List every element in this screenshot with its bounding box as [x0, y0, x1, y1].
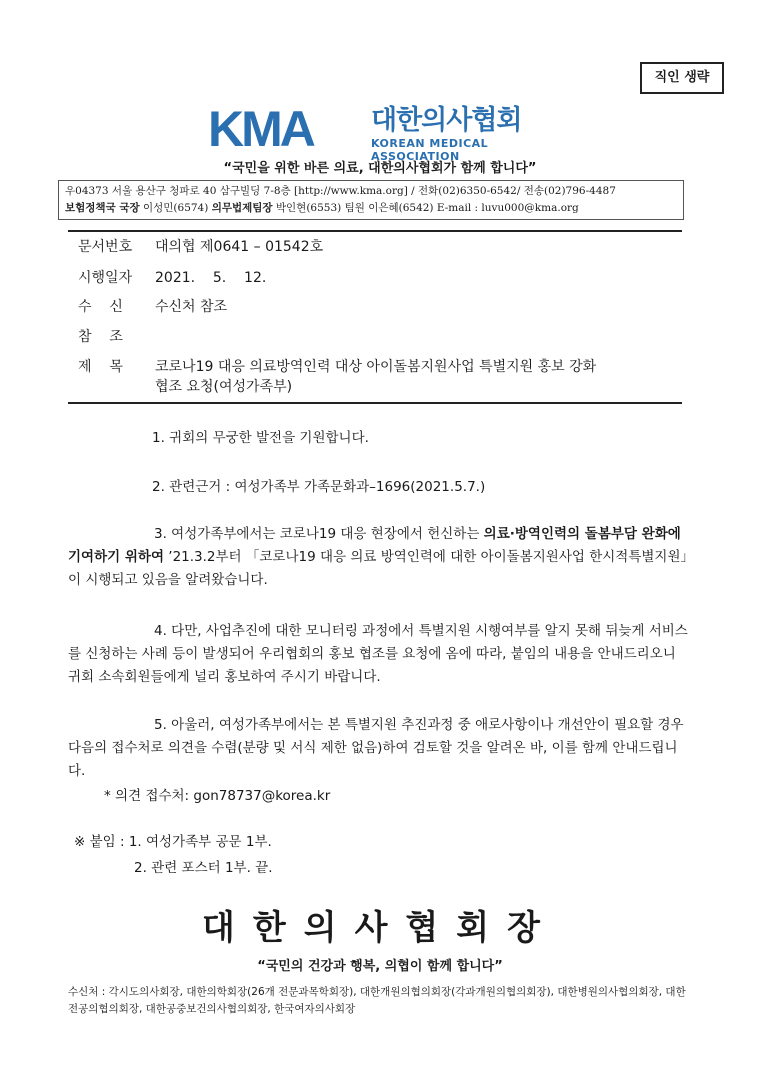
signatory-title: 대한의사협회장	[202, 908, 558, 948]
address-line-1: 우04373 서울 용산구 청파로 40 삼구빌딩 7-8층 [http://www.kma.org] / 전화(02)6350-6542/ 전송(02)796-4487	[65, 185, 616, 197]
policy-director-title: 보험정책국 국장	[65, 202, 140, 214]
recipients-list: 수신처 : 각시도의사회장, 대한의학회장(26개 전문과목학회장), 대한개원의협의회장(각과개원의협의회장), 대한병원의사협의회장, 대한전공의협의회장, 대한공중보건의사협의회장, 한국여자의사회장	[68, 986, 686, 1015]
paragraph-4: 4. 다만, 사업추진에 대한 모니터링 과정에서 특별지원 시행여부를 알지 못해 뒤늦게 서비스를 신청하는 사례 등이 발생되어 우리협회의 홍보 협조를 요청에 옴에 따라, 붙임의 내용을 안내드리오니 귀회 소속회원들에게 널리 홍보하여 주시기 바랍니다.	[68, 623, 688, 685]
header-slogan: “국민을 위한 바른 의료, 대한의사협회가 함께 합니다”	[223, 161, 537, 176]
paragraph-3-emphasis: 의료·방역인력의 돌봄부담 완화에 기여하기 위하여	[68, 526, 681, 565]
reference-label: 참 조	[78, 329, 123, 345]
docno-label: 문서번호	[78, 239, 133, 255]
paragraph-3-start: 3. 여성가족부에서는 코로나19 대응 현장에서 헌신하는	[154, 526, 484, 542]
attachment-line-2: 2. 관련 포스터 1부. 끝.	[134, 860, 273, 876]
docno-value: 대의협 제0641 – 01542호	[155, 239, 324, 255]
address-box	[58, 180, 684, 220]
attachment-line-1: ※ 붙임 : 1. 여성가족부 공문 1부.	[74, 834, 272, 850]
subject-line-2: 협조 요청(여성가족부)	[155, 379, 293, 395]
subject-line-1: 코로나19 대응 의료방역인력 대상 아이돌봄지원사업 특별지원 홍보 강화	[155, 359, 597, 375]
recipient-label: 수 신	[78, 299, 123, 315]
subject-label: 제 목	[78, 359, 123, 375]
seal-omitted-box: 직인 생략	[640, 62, 724, 94]
subject-divider	[68, 402, 682, 404]
logo-kma-letters: KMA	[208, 101, 313, 157]
contact-info: 박인현(6553) 팀원 이은혜(6542) E-mail : luvu000@kma.org	[272, 202, 579, 214]
date-value: 2021. 5. 12.	[155, 270, 267, 286]
header-divider	[68, 230, 682, 232]
legal-team-title: 의무법제팀장	[211, 202, 273, 214]
policy-director-name: 이성민(6574)	[139, 202, 212, 214]
date-label: 시행일자	[78, 270, 133, 286]
paragraph-5: 5. 아울러, 여성가족부에서는 본 특별지원 추진과정 중 애로사항이나 개선안이 필요할 경우 다음의 접수처로 의견을 수렴(분량 및 서식 제한 없음)하여 검토할 것을 알려온 바, 이를 함께 안내드립니다.	[68, 717, 684, 779]
feedback-contact: * 의견 접수처: gon78737@korea.kr	[104, 788, 331, 804]
address-line-2	[65, 200, 683, 217]
logo-korean-name: 대한의사협회	[371, 105, 522, 136]
kma-logo	[208, 101, 558, 163]
recipient-value: 수신처 참조	[155, 299, 228, 315]
paragraph-3-end: ’21.3.2부터 「코로나19 대응 의료 방역인력에 대한 아이돌봄지원사업 한시적특별지원」이 시행되고 있음을 알려왔습니다.	[68, 549, 688, 588]
footer-slogan: “국민의 건강과 행복, 의협이 함께 합니다”	[257, 959, 503, 974]
paragraph-1: 1. 귀회의 무궁한 발전을 기원합니다.	[152, 430, 369, 446]
paragraph-2: 2. 관련근거 : 여성가족부 가족문화과–1696(2021.5.7.)	[152, 479, 486, 495]
logo-english-name: KOREAN MEDICAL ASSOCIATION	[371, 137, 489, 163]
paragraph-3	[68, 523, 688, 592]
